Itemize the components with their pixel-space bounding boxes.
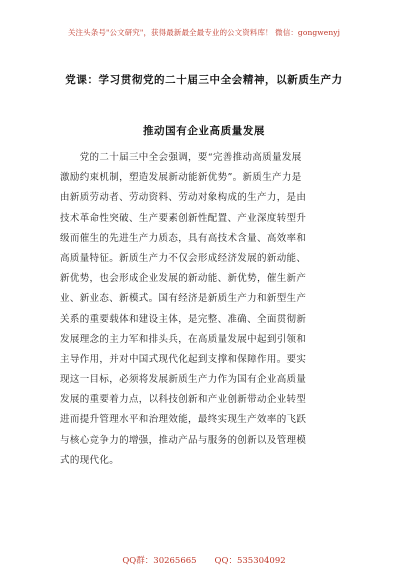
- body-line: 新优势，也会形成企业发展的新动能、新优势，催生新产: [60, 273, 307, 285]
- body-line: 主导作用，并对中国式现代化起到支撑和保障作用。要实: [60, 353, 307, 365]
- body-line: 式的现代化。: [60, 454, 120, 466]
- body-line: 关系的重要载体和建设主体，是完整、准确、全面贯彻新: [60, 313, 307, 325]
- footer-contact: [0, 554, 408, 566]
- body-line: 高质量特征。新质生产力不仅会形成经济发展的新动能、: [60, 252, 307, 264]
- body-line: 由新质劳动者、劳动资料、劳动对象构成的生产力，是由: [60, 192, 307, 204]
- document-title-line-1: 党课：学习贯彻党的二十届三中全会精神，以新质生产力: [65, 74, 343, 86]
- body-line: 党的二十届三中全会强调，要“完善推动高质量发展: [60, 152, 302, 163]
- body-line: 发展的重要着力点，以科技创新和产业创新带动企业转型: [60, 394, 307, 406]
- body-line: 发展理念的主力军和排头兵，在高质量发展中起到引领和: [60, 333, 307, 345]
- header-promo-note: 关注头条号"公文研究"，获得最新最全最专业的公文资料库！ 微信：gongwenyj: [67, 28, 341, 37]
- body-line: 现这一目标，必须将发展新质生产力作为国有企业高质量: [60, 374, 307, 386]
- document-body: [60, 148, 352, 471]
- body-line: 进而提升管理水平和治理效能，最终实现生产效率的飞跃: [60, 414, 307, 426]
- body-line: 级而催生的先进生产力质态，具有高技术含量、高效率和: [60, 232, 307, 244]
- body-line: 业、新业态、新模式。国有经济是新质生产力和新型生产: [60, 293, 307, 305]
- body-line: 技术革命性突破、生产要素创新性配置、产业深度转型升: [60, 212, 307, 224]
- footer-qq: QQ：535304092: [214, 556, 286, 566]
- body-line: 与核心竞争力的增强，推动产品与服务的创新以及管理模: [60, 434, 307, 446]
- document-title-line-2: 推动国有企业高质量发展: [142, 125, 266, 137]
- body-line: 激励约束机制，塑造发展新动能新优势”。新质生产力是: [60, 172, 302, 184]
- footer-qq-group: QQ群：30265665: [122, 556, 197, 566]
